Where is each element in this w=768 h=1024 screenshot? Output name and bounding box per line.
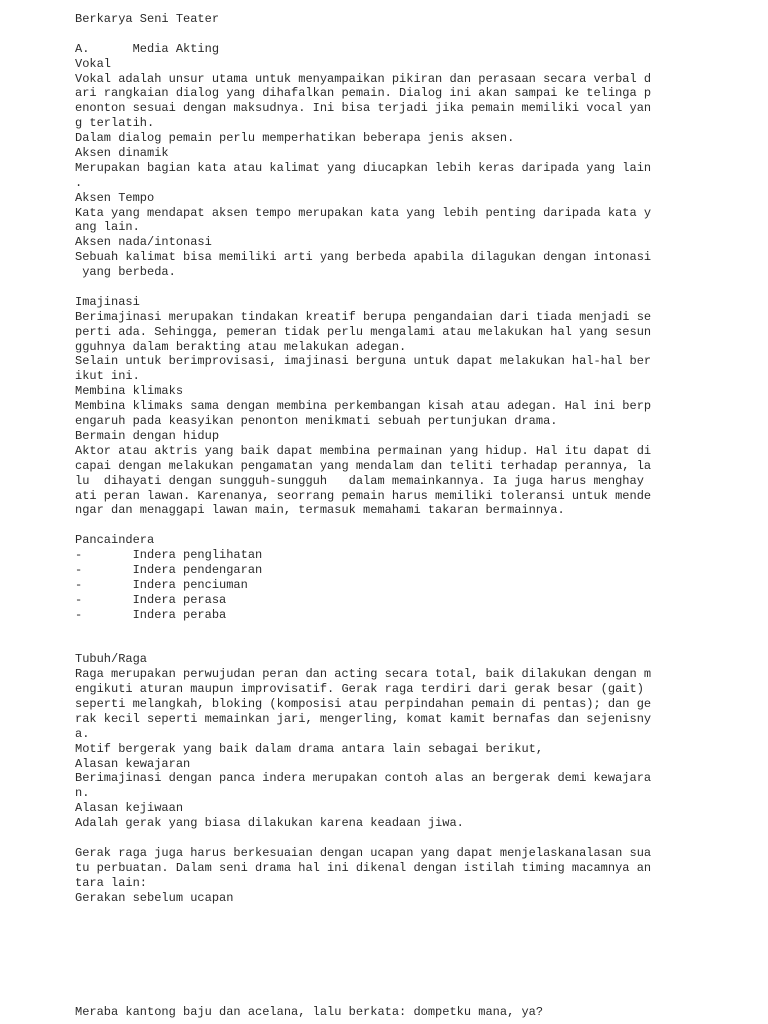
- text-line: yang berbeda.: [75, 265, 176, 280]
- text-line: Berimajinasi merupakan tindakan kreatif berupa pengandaian dari tiada menjadi se: [75, 309, 652, 324]
- blank-line: [75, 518, 695, 533]
- text-line: ikut ini.: [75, 369, 140, 384]
- text-line: Dalam dialog pemain perlu memperhatikan beberapa jenis aksen.: [75, 131, 515, 146]
- text-line: tara lain:: [75, 875, 148, 890]
- text-line: engikuti aturan maupun improvisatif. Gerak raga terdiri dari gerak besar (gait): [75, 682, 644, 697]
- section-heading: A. Media Akting: [75, 41, 220, 56]
- subheading-aksen-tempo: Aksen Tempo: [75, 190, 155, 205]
- text-line: Motif bergerak yang baik dalam drama antara lain sebagai berikut,: [75, 741, 544, 756]
- footer-text-line: Meraba kantong baju dan acelana, lalu berkata: dompetku mana, ya?: [75, 1005, 544, 1019]
- list-item: - Indera peraba: [75, 607, 227, 622]
- blank-line: [75, 623, 695, 638]
- subheading-aksen-dinamik: Aksen dinamik: [75, 146, 169, 161]
- subheading-aksen-nada: Aksen nada/intonasi: [75, 235, 212, 250]
- subheading-vokal: Vokal: [75, 56, 112, 71]
- text-line: capai dengan melakukan pengamatan yang mendalam dan teliti terhadap perannya, la: [75, 458, 652, 473]
- subheading-imajinasi: Imajinasi: [75, 294, 140, 309]
- subheading-bermain-dengan-hidup: Bermain dengan hidup: [75, 428, 220, 443]
- blank-line: [75, 831, 695, 846]
- text-line: seperti melangkah, bloking (komposisi atau perpindahan pemain di pentas); dan ge: [75, 696, 652, 711]
- text-line: Aktor atau aktris yang baik dapat membina permainan yang hidup. Hal itu dapat di: [75, 443, 652, 458]
- text-line: Merupakan bagian kata atau kalimat yang diucapkan lebih keras daripada yang lain: [75, 160, 652, 175]
- subheading-pancaindera: Pancaindera: [75, 533, 155, 548]
- blank-line: [75, 637, 695, 652]
- subheading-tubuh-raga: Tubuh/Raga: [75, 652, 148, 667]
- text-line: Vokal adalah unsur utama untuk menyampaikan pikiran dan perasaan secara verbal d: [75, 71, 652, 86]
- subheading-alasan-kewajaran: Alasan kewajaran: [75, 756, 191, 771]
- text-line: ngar dan menaggapi lawan main, termasuk memahami takaran bermainnya.: [75, 503, 565, 518]
- subheading-alasan-kejiwaan: Alasan kejiwaan: [75, 801, 184, 816]
- list-item: - Indera pendengaran: [75, 562, 263, 577]
- text-line: gguhnya dalam berakting atau melakukan adegan.: [75, 339, 407, 354]
- document-body: [75, 12, 695, 905]
- list-item: - Indera penciuman: [75, 577, 248, 592]
- text-line: Berimajinasi dengan panca indera merupakan contoh alas an bergerak demi kewajara: [75, 771, 652, 786]
- subheading-gerakan-sebelum-ucapan: Gerakan sebelum ucapan: [75, 890, 234, 905]
- text-line: perti ada. Sehingga, pemeran tidak perlu mengalami atau melakukan hal yang sesun: [75, 324, 652, 339]
- blank-line: [75, 280, 695, 295]
- text-line: Adalah gerak yang biasa dilakukan karena keadaan jiwa.: [75, 816, 464, 831]
- text-line: Sebuah kalimat bisa memiliki arti yang berbeda apabila dilagukan dengan intonasi: [75, 250, 652, 265]
- text-line: Selain untuk berimprovisasi, imajinasi berguna untuk dapat melakukan hal-hal ber: [75, 354, 652, 369]
- text-line: Gerak raga juga harus berkesuaian dengan ucapan yang dapat menjelaskanalasan sua: [75, 845, 652, 860]
- document-title: Berkarya Seni Teater: [75, 12, 220, 26]
- text-line: n.: [75, 786, 90, 801]
- list-item: - Indera penglihatan: [75, 548, 263, 563]
- text-line: g terlatih.: [75, 116, 155, 131]
- text-line: ati peran lawan. Karenanya, seorrang pemain harus memiliki toleransi untuk mende: [75, 488, 652, 503]
- blank-line: [75, 27, 695, 42]
- text-line: lu dihayati dengan sungguh-sungguh dalam memainkannya. Ia juga harus menghay: [75, 473, 644, 488]
- text-line: Raga merupakan perwujudan peran dan acting secara total, baik dilakukan dengan m: [75, 667, 652, 682]
- text-line: ang lain.: [75, 220, 140, 235]
- subheading-membina-klimaks: Membina klimaks: [75, 384, 184, 399]
- text-line: Kata yang mendapat aksen tempo merupakan kata yang lebih penting daripada kata y: [75, 205, 652, 220]
- text-line: Membina klimaks sama dengan membina perkembangan kisah atau adegan. Hal ini berp: [75, 399, 652, 414]
- text-line: .: [75, 175, 83, 190]
- list-item: - Indera perasa: [75, 592, 227, 607]
- text-line: a.: [75, 726, 90, 741]
- text-line: enonton sesuai dengan maksudnya. Ini bisa terjadi jika pemain memiliki vocal yan: [75, 101, 652, 116]
- text-line: rak kecil seperti memainkan jari, mengerling, komat kamit bernafas dan sejenisny: [75, 711, 652, 726]
- text-line: tu perbuatan. Dalam seni drama hal ini dikenal dengan istilah timing macamnya an: [75, 860, 652, 875]
- text-line: engaruh pada keasyikan penonton menikmati sebuah pertunjukan drama.: [75, 414, 558, 429]
- text-line: ari rangkaian dialog yang dihafalkan pemain. Dialog ini akan sampai ke telinga p: [75, 86, 652, 101]
